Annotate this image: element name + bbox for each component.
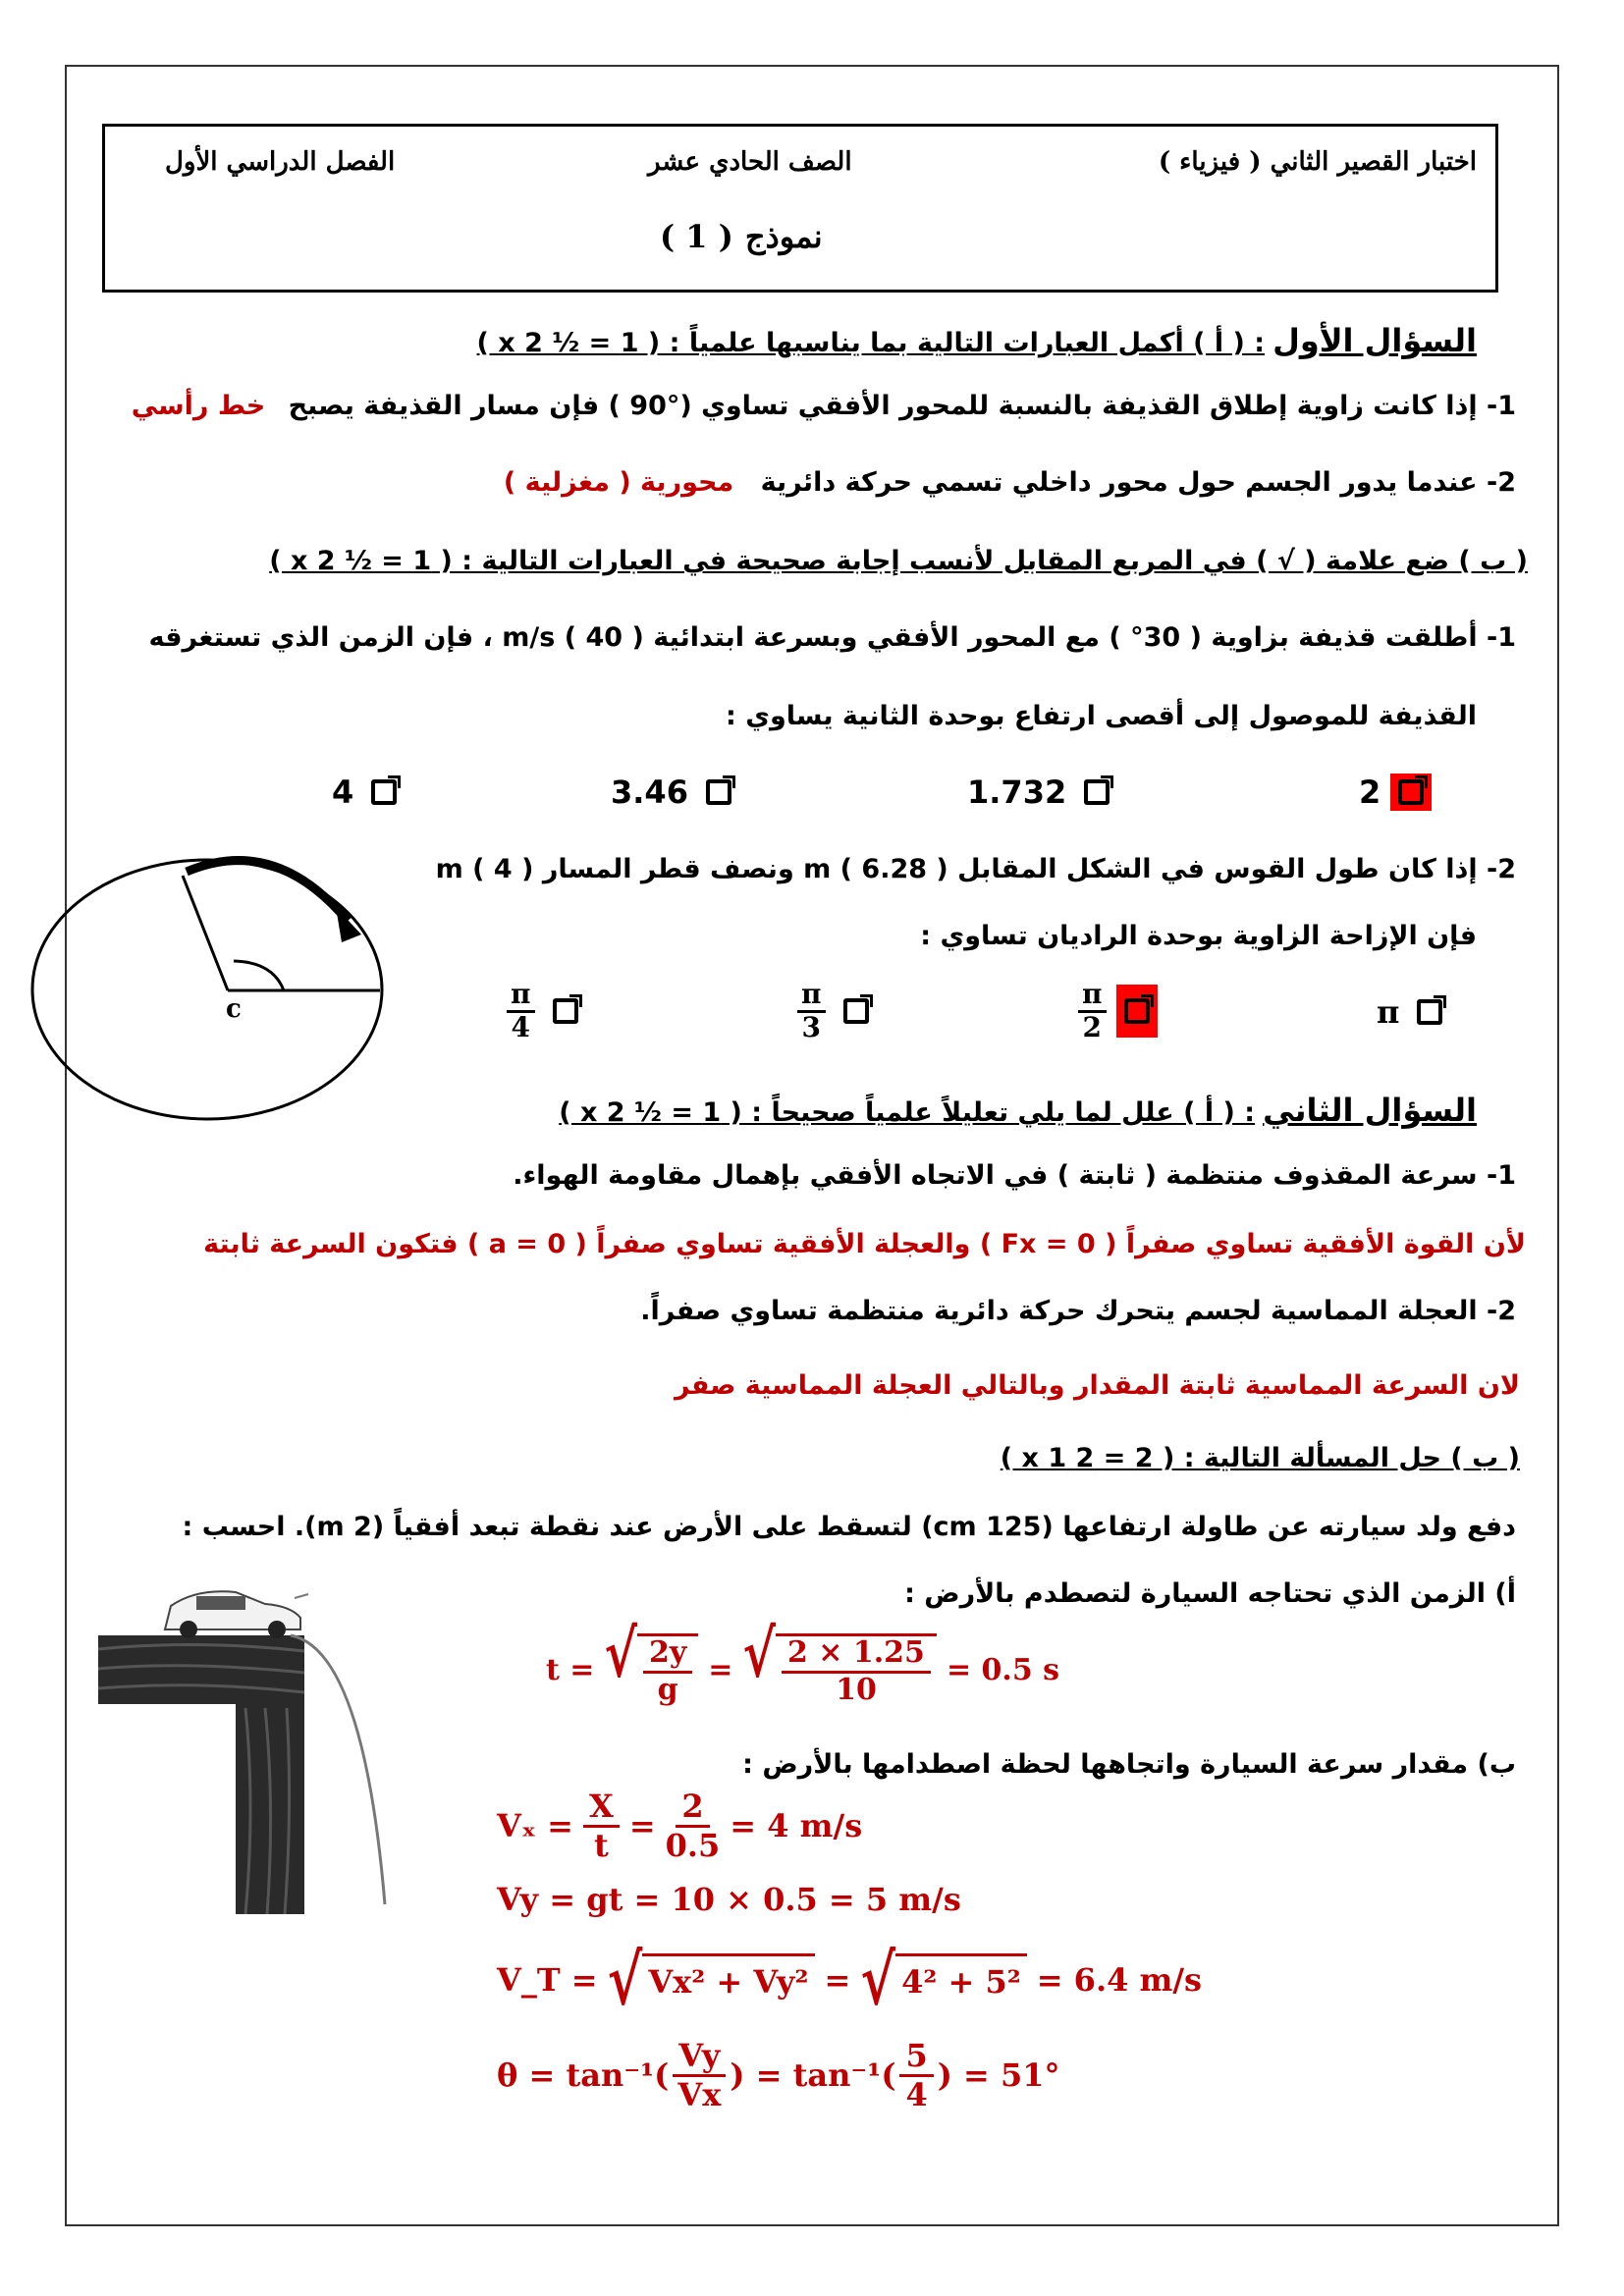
q2-header [559, 1092, 1477, 1129]
option-b1-4[interactable]: 4 [332, 774, 405, 811]
q2-part-b: ( ب ) حل المسألة التالية : ( 2 = 2 x 1 ) [1000, 1443, 1520, 1473]
equation-theta: θ = tan⁻¹( Vy Vx ) = tan⁻¹( 5 4 ) = 51° [497, 2037, 1060, 2113]
semester-label: الفصل الدراسي الأول [165, 147, 396, 177]
sqrt-icon: √ [742, 1616, 776, 1693]
q1-part-b: ( ب ) ضع علامة ( √ ) في المربع المقابل لأنسب إجابة صحيحة في العبارات التالية : ( 1 = ½ x 2 ) [269, 546, 1528, 576]
option-b2-4[interactable]: $\frac{\pi}{4}$ [507, 980, 586, 1043]
model-number: ( 1 ) [660, 218, 733, 255]
equation-vx: Vₓ = $\frac{X}{t}$ = $\frac{2}{0.5}$ = 4 m/s [497, 1788, 863, 1864]
checkbox-icon [371, 779, 397, 805]
checkbox-icon [1084, 779, 1110, 805]
q1-a-item-1: 1- إذا كانت زاوية إطلاق القذيفة بالنسبة للمحور الأفقي تساوي (°90 ) فإن مسار القذيفة يصبح خط رأسي [131, 391, 1516, 421]
grade-label: الصف الحادي عشر [648, 147, 852, 177]
q1-part-a: : ( أ ) أكمل العبارات التالية بما يناسبها علمياً : ( 1 = ½ x 2 ) [476, 328, 1266, 358]
q2-sub-a: أ) الزمن الذي تحتاجه السيارة لتصطدم بالأرض : [904, 1578, 1516, 1609]
q1-b-item-2-line2: فإن الإزاحة الزاوية بوحدة الراديان تساوي : [920, 921, 1477, 951]
option-b1-3[interactable]: 3.46 [611, 774, 739, 811]
q2-part-a: : ( أ ) علل لما يلي تعليلاً علمياً صحيحاً : ( 1 = ½ x 2 ) [559, 1097, 1256, 1128]
q2-problem: دفع ولد سيارته عن طاولة ارتفاعها (125 cm) لتسقط على الأرض عند نقطة تبعد أفقياً (2 m). احسب : [182, 1512, 1516, 1542]
car-icon [165, 1591, 300, 1638]
q2-a-item-1: 1- سرعة المقذوف منتظمة ( ثابتة ) في الاتجاه الأفقي بإهمال مقاومة الهواء. [513, 1160, 1516, 1191]
q1-a-answer-1: خط رأسي [131, 391, 266, 421]
option-b2-1[interactable]: π [1377, 993, 1450, 1031]
quiz-title: اختبار القصير الثاني ( فيزياء ) [1158, 147, 1477, 177]
checkbox-icon [1398, 779, 1424, 805]
q1-a-answer-2: محورية ( مغزلية ) [503, 467, 734, 498]
option-b1-2[interactable]: 1.732 [967, 774, 1117, 811]
equation-time: t = √ 2y g = √ 2 × 1.25 10 = 0.5 s [546, 1633, 1059, 1707]
q2-a-answer-2: لان السرعة المماسية ثابتة المقدار وبالتالي العجلة المماسية صفر [675, 1370, 1520, 1401]
sqrt-icon: √ [860, 1939, 896, 2021]
checkbox-icon [1124, 998, 1150, 1024]
q1-a-item-2: 2- عندما يدور الجسم حول محور داخلي تسمي حركة دائرية محورية ( مغزلية ) [503, 467, 1516, 498]
q1-b-item-2-line1: 2- إذا كان طول القوس في الشكل المقابل m ( 6.28 ) ونصف قطر المسار m ( 4 ) [435, 854, 1516, 884]
checkbox-icon [1417, 999, 1442, 1025]
q1-b-item-1-line1: 1- أطلقت قذيفة بزاوية ( 30° ) مع المحور الأفقي وبسرعة ابتدائية m/s ( 40 ) ، فإن الزمن الذي تستغرقه [148, 622, 1516, 653]
checkbox-icon [843, 998, 869, 1024]
equation-vy: Vy = gt = 10 × 0.5 = 5 m/s [497, 1881, 961, 1918]
checkbox-icon [706, 779, 731, 805]
car-table-illustration [98, 1571, 403, 1914]
q2-title: السؤال الثاني [1263, 1092, 1477, 1129]
circle-arc-diagram [18, 852, 401, 1127]
option-b2-3[interactable]: $\frac{\pi}{3}$ [797, 980, 877, 1043]
checkbox-icon [553, 998, 578, 1024]
equation-vt: V_T = √ Vx² + Vy² = √ 4² + 5² = 6.4 m/s [497, 1939, 1203, 2021]
q1-title: السؤال الأول [1272, 322, 1477, 359]
option-b1-1[interactable]: 2 [1359, 774, 1432, 811]
q2-a-item-2: 2- العجلة المماسية لجسم يتحرك حركة دائرية منتظمة تساوي صفراً. [640, 1296, 1516, 1326]
q2-sub-b: ب) مقدار سرعة السيارة واتجاهها لحظة اصطدامها بالأرض : [742, 1749, 1516, 1780]
sqrt-icon: √ [604, 1616, 637, 1693]
circle-center-label: c [226, 994, 242, 1024]
q1-b-item-1-line2: القذيفة للموصول إلى أقصى ارتفاع بوحدة الثانية يساوي : [726, 701, 1477, 731]
model-label-group [660, 218, 823, 255]
sqrt-icon: √ [607, 1939, 643, 2021]
q1-header [477, 322, 1477, 359]
option-b2-2[interactable]: $\frac{\pi}{2}$ [1078, 980, 1158, 1043]
model-label: نموذج [744, 218, 823, 255]
q2-a-answer-1: لأن القوة الأفقية تساوي صفراً ( Fx = 0 ) والعجلة الأفقية تساوي صفراً ( a = 0 ) فتكون السرعة ثابتة [203, 1229, 1526, 1259]
